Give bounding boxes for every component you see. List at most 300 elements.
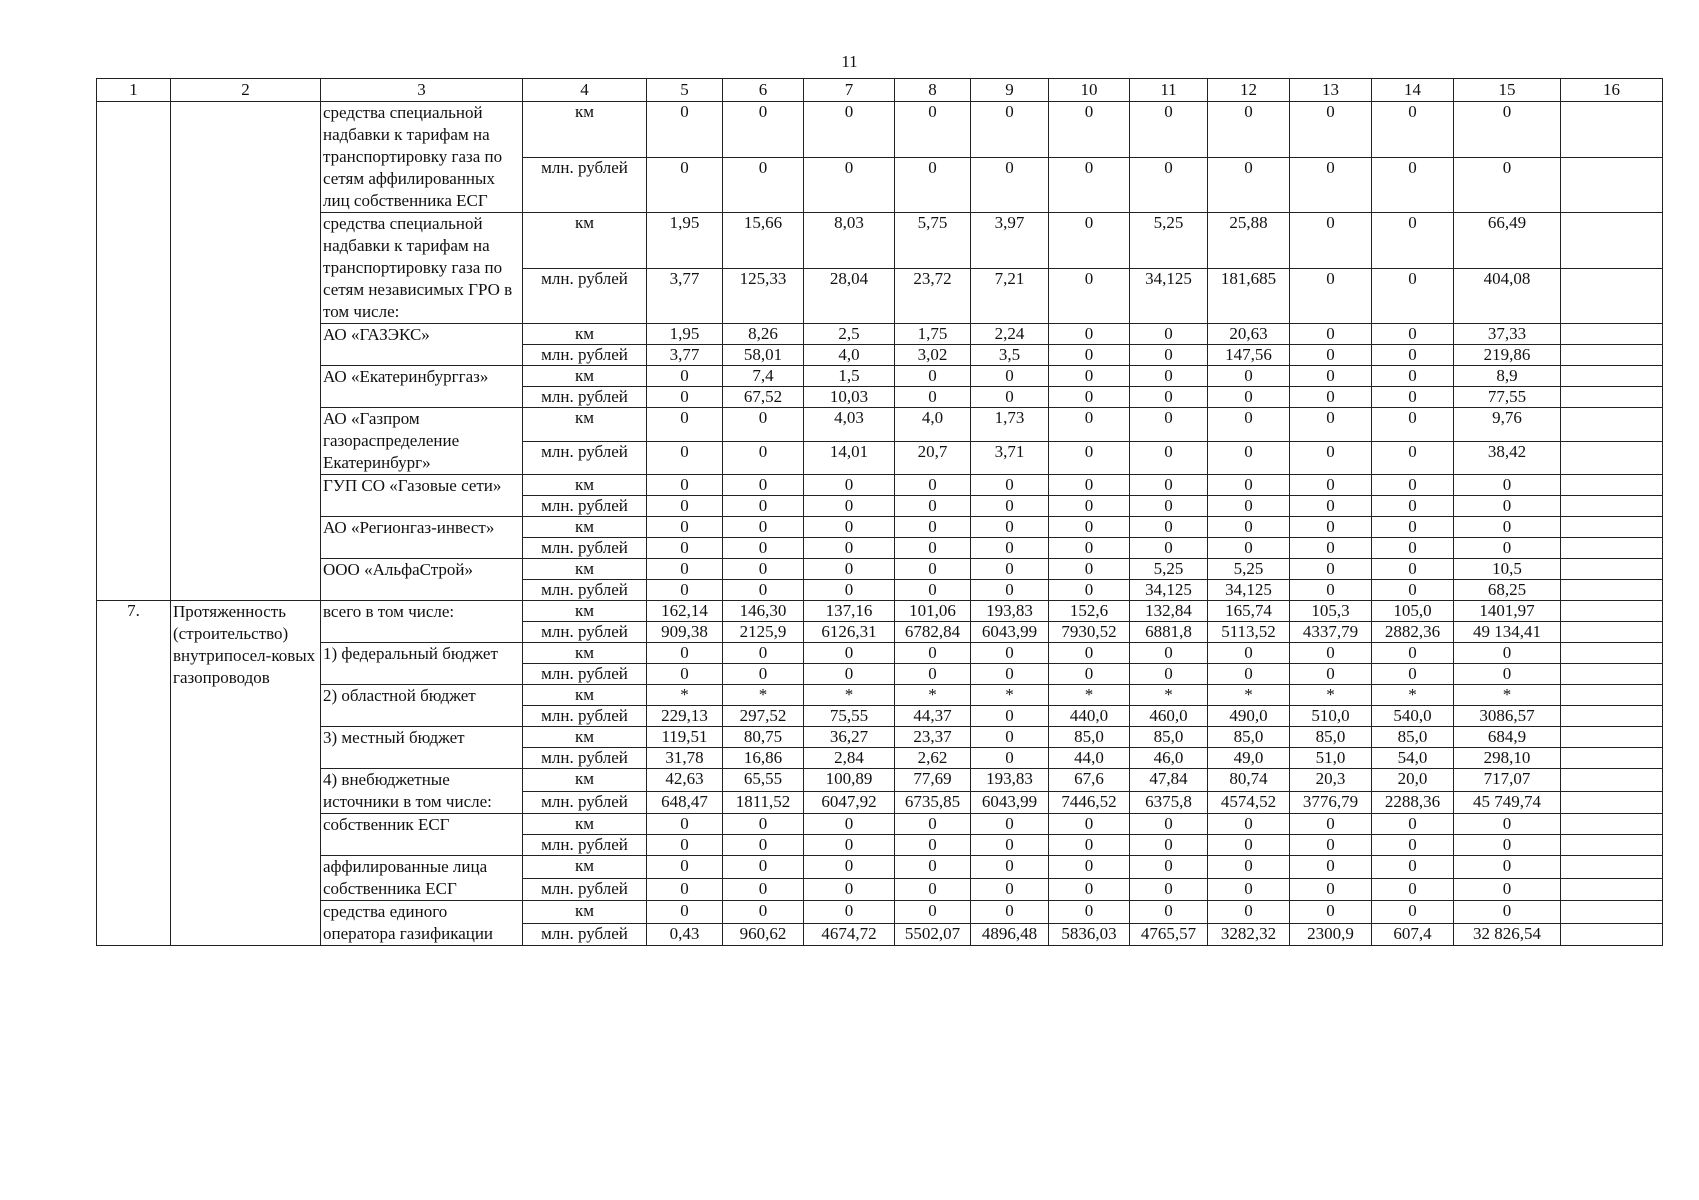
value-cell: 648,47: [647, 791, 723, 814]
value-cell: 36,27: [804, 727, 895, 748]
value-cell: *: [1208, 685, 1290, 706]
value-cell: 7,21: [971, 268, 1049, 324]
value-cell: 0: [804, 901, 895, 924]
value-cell: 5502,07: [895, 923, 971, 946]
value-cell: 0: [1290, 559, 1372, 580]
value-cell: 3,77: [647, 345, 723, 366]
table-row: [97, 559, 1663, 580]
value-cell: 0: [971, 643, 1049, 664]
funding-source-label: всего в том числе:: [321, 601, 523, 643]
row-number-cell: 7.: [97, 601, 171, 946]
value-cell: 14,01: [804, 441, 895, 475]
empty-column-16-cell: [1561, 268, 1663, 324]
value-cell: 2,24: [971, 324, 1049, 345]
value-cell: 0: [1290, 408, 1372, 442]
unit-cell: млн. рублей: [523, 835, 647, 856]
unit-cell: млн. рублей: [523, 538, 647, 559]
value-cell: 0: [971, 559, 1049, 580]
value-cell: 0: [1454, 496, 1561, 517]
value-cell: 0: [1454, 157, 1561, 213]
value-cell: 31,78: [647, 748, 723, 769]
value-cell: 3086,57: [1454, 706, 1561, 727]
value-cell: 0: [1208, 664, 1290, 685]
table-row: [97, 517, 1663, 538]
value-cell: 47,84: [1130, 769, 1208, 792]
value-cell: 540,0: [1372, 706, 1454, 727]
value-cell: 132,84: [1130, 601, 1208, 622]
empty-column-16-cell: [1561, 791, 1663, 814]
unit-cell: млн. рублей: [523, 923, 647, 946]
value-cell: 0: [1372, 102, 1454, 158]
value-cell: 6782,84: [895, 622, 971, 643]
value-cell: 45 749,74: [1454, 791, 1561, 814]
column-number-7: 7: [804, 79, 895, 102]
value-cell: 0: [647, 102, 723, 158]
empty-column-16-cell: [1561, 685, 1663, 706]
column-number-9: 9: [971, 79, 1049, 102]
value-cell: 49,0: [1208, 748, 1290, 769]
value-cell: 0: [1130, 387, 1208, 408]
value-cell: 0: [1049, 538, 1130, 559]
empty-column-16-cell: [1561, 408, 1663, 442]
empty-column-16-cell: [1561, 856, 1663, 879]
value-cell: 0: [1049, 580, 1130, 601]
column-number-1: 1: [97, 79, 171, 102]
empty-column-16-cell: [1561, 901, 1663, 924]
unit-cell: млн. рублей: [523, 622, 647, 643]
value-cell: 147,56: [1208, 345, 1290, 366]
value-cell: 32 826,54: [1454, 923, 1561, 946]
funding-source-label: ГУП СО «Газовые сети»: [321, 475, 523, 517]
value-cell: 0: [1372, 856, 1454, 879]
value-cell: 0: [1049, 345, 1130, 366]
funding-source-label: АО «Екатеринбурггаз»: [321, 366, 523, 408]
unit-cell: км: [523, 102, 647, 158]
value-cell: 0: [1208, 366, 1290, 387]
value-cell: 0: [1372, 213, 1454, 269]
value-cell: 146,30: [723, 601, 804, 622]
value-cell: 0: [1372, 901, 1454, 924]
value-cell: 0: [1372, 878, 1454, 901]
value-cell: 67,52: [723, 387, 804, 408]
value-cell: 4574,52: [1208, 791, 1290, 814]
value-cell: 0: [647, 580, 723, 601]
value-cell: *: [1372, 685, 1454, 706]
column-number-13: 13: [1290, 79, 1372, 102]
value-cell: 0: [971, 475, 1049, 496]
value-cell: 607,4: [1372, 923, 1454, 946]
value-cell: 0: [1130, 664, 1208, 685]
value-cell: 0: [723, 643, 804, 664]
value-cell: 0: [971, 748, 1049, 769]
unit-cell: км: [523, 559, 647, 580]
value-cell: 0: [1049, 643, 1130, 664]
value-cell: 0: [971, 157, 1049, 213]
value-cell: 152,6: [1049, 601, 1130, 622]
value-cell: 0: [1372, 441, 1454, 475]
value-cell: 0: [804, 878, 895, 901]
value-cell: 0: [1049, 408, 1130, 442]
empty-column-16-cell: [1561, 835, 1663, 856]
value-cell: 1,73: [971, 408, 1049, 442]
value-cell: 0: [804, 664, 895, 685]
value-cell: 0: [971, 580, 1049, 601]
table-row: [97, 408, 1663, 442]
empty-column-16-cell: [1561, 878, 1663, 901]
value-cell: 3776,79: [1290, 791, 1372, 814]
value-cell: 10,5: [1454, 559, 1561, 580]
value-cell: 0: [895, 538, 971, 559]
empty-column-16-cell: [1561, 345, 1663, 366]
value-cell: 9,76: [1454, 408, 1561, 442]
empty-column-16-cell: [1561, 441, 1663, 475]
value-cell: 0: [1290, 102, 1372, 158]
value-cell: 66,49: [1454, 213, 1561, 269]
value-cell: 4896,48: [971, 923, 1049, 946]
value-cell: 0: [1454, 901, 1561, 924]
value-cell: 0: [723, 441, 804, 475]
empty-column-16-cell: [1561, 622, 1663, 643]
funding-source-label: 3) местный бюджет: [321, 727, 523, 769]
value-cell: 0: [971, 901, 1049, 924]
value-cell: 0: [1130, 856, 1208, 879]
value-cell: 0: [647, 157, 723, 213]
funding-source-label: средства специальной надбавки к тарифам на транспортировку газа по сетям аффилированных лиц собственника ЕСГ: [321, 102, 523, 213]
value-cell: 0: [723, 408, 804, 442]
value-cell: 0: [1372, 387, 1454, 408]
value-cell: 125,33: [723, 268, 804, 324]
value-cell: 20,0: [1372, 769, 1454, 792]
value-cell: 0: [1372, 268, 1454, 324]
value-cell: 16,86: [723, 748, 804, 769]
value-cell: 0: [1454, 664, 1561, 685]
value-cell: *: [1049, 685, 1130, 706]
value-cell: 85,0: [1290, 727, 1372, 748]
value-cell: 3,77: [647, 268, 723, 324]
value-cell: 0: [647, 408, 723, 442]
value-cell: 85,0: [1130, 727, 1208, 748]
value-cell: 2,84: [804, 748, 895, 769]
value-cell: 105,3: [1290, 601, 1372, 622]
value-cell: 137,16: [804, 601, 895, 622]
value-cell: 0: [1208, 814, 1290, 835]
value-cell: 0: [1208, 408, 1290, 442]
value-cell: 193,83: [971, 769, 1049, 792]
value-cell: 0: [1454, 475, 1561, 496]
value-cell: 5,75: [895, 213, 971, 269]
value-cell: 1,5: [804, 366, 895, 387]
value-cell: 0: [723, 475, 804, 496]
value-cell: 0: [1290, 387, 1372, 408]
value-cell: 34,125: [1208, 580, 1290, 601]
value-cell: 165,74: [1208, 601, 1290, 622]
value-cell: 0: [804, 835, 895, 856]
value-cell: 0: [1372, 496, 1454, 517]
unit-cell: км: [523, 517, 647, 538]
value-cell: 0: [1130, 643, 1208, 664]
value-cell: 5,25: [1130, 559, 1208, 580]
value-cell: 0: [1290, 496, 1372, 517]
value-cell: 0: [895, 496, 971, 517]
value-cell: 7,4: [723, 366, 804, 387]
column-number-11: 11: [1130, 79, 1208, 102]
value-cell: 0: [971, 878, 1049, 901]
table-row: [97, 601, 1663, 622]
funding-source-label: средства специальной надбавки к тарифам на транспортировку газа по сетям независимых ГРО в том числе:: [321, 213, 523, 324]
value-cell: 4,0: [895, 408, 971, 442]
value-cell: 0: [895, 559, 971, 580]
value-cell: 0: [971, 814, 1049, 835]
value-cell: 3,5: [971, 345, 1049, 366]
value-cell: 2,62: [895, 748, 971, 769]
table-row: [97, 901, 1663, 924]
value-cell: 2125,9: [723, 622, 804, 643]
table-row: [97, 814, 1663, 835]
value-cell: 0: [895, 814, 971, 835]
unit-cell: км: [523, 475, 647, 496]
value-cell: 119,51: [647, 727, 723, 748]
value-cell: 1,95: [647, 213, 723, 269]
value-cell: 58,01: [723, 345, 804, 366]
empty-column-16-cell: [1561, 102, 1663, 158]
value-cell: 0: [1130, 901, 1208, 924]
value-cell: 6735,85: [895, 791, 971, 814]
column-number-12: 12: [1208, 79, 1290, 102]
value-cell: 0: [723, 157, 804, 213]
column-number-10: 10: [1049, 79, 1130, 102]
column-number-2: 2: [171, 79, 321, 102]
value-cell: 404,08: [1454, 268, 1561, 324]
value-cell: 0: [1290, 814, 1372, 835]
value-cell: 0: [1372, 517, 1454, 538]
value-cell: 77,55: [1454, 387, 1561, 408]
value-cell: 0: [1208, 856, 1290, 879]
value-cell: *: [804, 685, 895, 706]
value-cell: 8,26: [723, 324, 804, 345]
value-cell: 4674,72: [804, 923, 895, 946]
value-cell: 0: [1372, 835, 1454, 856]
value-cell: 0: [723, 496, 804, 517]
funding-source-label: АО «ГАЗЭКС»: [321, 324, 523, 366]
value-cell: 0: [1290, 856, 1372, 879]
value-cell: 460,0: [1130, 706, 1208, 727]
value-cell: *: [1290, 685, 1372, 706]
value-cell: 0: [1130, 345, 1208, 366]
value-cell: 8,03: [804, 213, 895, 269]
value-cell: 0: [1208, 441, 1290, 475]
value-cell: 0: [1049, 475, 1130, 496]
value-cell: 6043,99: [971, 791, 1049, 814]
value-cell: 0: [1454, 814, 1561, 835]
value-cell: 6375,8: [1130, 791, 1208, 814]
value-cell: 0: [1372, 814, 1454, 835]
funding-source-label: АО «Газпром газораспределение Екатеринбург»: [321, 408, 523, 475]
value-cell: 219,86: [1454, 345, 1561, 366]
value-cell: 0: [804, 538, 895, 559]
value-cell: *: [971, 685, 1049, 706]
value-cell: 0: [1130, 157, 1208, 213]
value-cell: 4337,79: [1290, 622, 1372, 643]
value-cell: 0: [1454, 102, 1561, 158]
column-number-8: 8: [895, 79, 971, 102]
value-cell: 0: [1049, 387, 1130, 408]
value-cell: 0: [804, 517, 895, 538]
value-cell: 0: [804, 475, 895, 496]
value-cell: 0: [1208, 496, 1290, 517]
value-cell: 54,0: [1372, 748, 1454, 769]
value-cell: 0: [1049, 213, 1130, 269]
empty-column-16-cell: [1561, 580, 1663, 601]
value-cell: 0: [1290, 345, 1372, 366]
value-cell: 0: [647, 643, 723, 664]
column-number-15: 15: [1454, 79, 1561, 102]
unit-cell: млн. рублей: [523, 441, 647, 475]
unit-cell: км: [523, 769, 647, 792]
value-cell: 0: [647, 559, 723, 580]
value-cell: 6047,92: [804, 791, 895, 814]
empty-column-16-cell: [1561, 727, 1663, 748]
value-cell: 3,71: [971, 441, 1049, 475]
funding-source-label: 4) внебюджетные источники в том числе:: [321, 769, 523, 814]
value-cell: 0: [1290, 475, 1372, 496]
value-cell: 0: [1049, 102, 1130, 158]
value-cell: 20,7: [895, 441, 971, 475]
value-cell: 5,25: [1208, 559, 1290, 580]
value-cell: 2,5: [804, 324, 895, 345]
value-cell: 193,83: [971, 601, 1049, 622]
value-cell: 0: [1208, 901, 1290, 924]
value-cell: 960,62: [723, 923, 804, 946]
value-cell: 0: [1049, 366, 1130, 387]
value-cell: 8,9: [1454, 366, 1561, 387]
value-cell: 0: [804, 814, 895, 835]
row-number-cell: [97, 102, 171, 601]
value-cell: 0: [1208, 878, 1290, 901]
column-number-14: 14: [1372, 79, 1454, 102]
value-cell: 0: [1208, 517, 1290, 538]
value-cell: 49 134,41: [1454, 622, 1561, 643]
value-cell: 0: [895, 475, 971, 496]
value-cell: 28,04: [804, 268, 895, 324]
value-cell: 0: [1454, 878, 1561, 901]
value-cell: 162,14: [647, 601, 723, 622]
table-row: [97, 213, 1663, 269]
value-cell: 0: [895, 102, 971, 158]
table-row: [97, 643, 1663, 664]
empty-column-16-cell: [1561, 814, 1663, 835]
value-cell: 0: [1130, 538, 1208, 559]
value-cell: 0: [1372, 324, 1454, 345]
column-number-6: 6: [723, 79, 804, 102]
value-cell: 0: [1049, 814, 1130, 835]
value-cell: 0: [804, 157, 895, 213]
value-cell: 67,6: [1049, 769, 1130, 792]
value-cell: 23,37: [895, 727, 971, 748]
value-cell: 0: [1130, 496, 1208, 517]
value-cell: 0: [1208, 835, 1290, 856]
empty-column-16-cell: [1561, 643, 1663, 664]
value-cell: *: [647, 685, 723, 706]
value-cell: 37,33: [1454, 324, 1561, 345]
value-cell: 1,75: [895, 324, 971, 345]
empty-column-16-cell: [1561, 748, 1663, 769]
value-cell: 3,02: [895, 345, 971, 366]
value-cell: 0: [647, 856, 723, 879]
value-cell: 0: [1130, 835, 1208, 856]
value-cell: 0: [723, 901, 804, 924]
unit-cell: млн. рублей: [523, 748, 647, 769]
value-cell: 0: [1208, 475, 1290, 496]
value-cell: 0: [1049, 268, 1130, 324]
value-cell: 510,0: [1290, 706, 1372, 727]
value-cell: 2288,36: [1372, 791, 1454, 814]
value-cell: 4,0: [804, 345, 895, 366]
value-cell: 0: [895, 580, 971, 601]
value-cell: 7930,52: [1049, 622, 1130, 643]
value-cell: 0: [804, 496, 895, 517]
funding-source-label: аффилированные лица собственника ЕСГ: [321, 856, 523, 901]
value-cell: 0: [1290, 538, 1372, 559]
table-row: [97, 685, 1663, 706]
empty-column-16-cell: [1561, 517, 1663, 538]
value-cell: 34,125: [1130, 580, 1208, 601]
value-cell: 0: [1130, 102, 1208, 158]
empty-column-16-cell: [1561, 923, 1663, 946]
value-cell: 0: [1454, 835, 1561, 856]
value-cell: 0: [647, 475, 723, 496]
value-cell: 2882,36: [1372, 622, 1454, 643]
value-cell: 0: [1454, 856, 1561, 879]
table-row: [97, 102, 1663, 158]
value-cell: 0: [1049, 441, 1130, 475]
value-cell: 80,74: [1208, 769, 1290, 792]
value-cell: 0: [1290, 901, 1372, 924]
funding-source-label: собственник ЕСГ: [321, 814, 523, 856]
value-cell: 0: [1130, 814, 1208, 835]
unit-cell: млн. рублей: [523, 268, 647, 324]
value-cell: 0: [1372, 366, 1454, 387]
value-cell: 0: [1130, 324, 1208, 345]
value-cell: 10,03: [804, 387, 895, 408]
unit-cell: км: [523, 727, 647, 748]
value-cell: 80,75: [723, 727, 804, 748]
value-cell: 65,55: [723, 769, 804, 792]
unit-cell: млн. рублей: [523, 580, 647, 601]
value-cell: 25,88: [1208, 213, 1290, 269]
value-cell: 0: [1130, 366, 1208, 387]
value-cell: 0: [1290, 441, 1372, 475]
value-cell: 0: [723, 538, 804, 559]
unit-cell: км: [523, 901, 647, 924]
column-number-16: 16: [1561, 79, 1663, 102]
value-cell: 0: [647, 538, 723, 559]
value-cell: 0: [1290, 268, 1372, 324]
value-cell: 229,13: [647, 706, 723, 727]
value-cell: 0: [895, 901, 971, 924]
value-cell: 0: [804, 559, 895, 580]
value-cell: 20,3: [1290, 769, 1372, 792]
value-cell: 909,38: [647, 622, 723, 643]
value-cell: 3,97: [971, 213, 1049, 269]
value-cell: 0: [1208, 102, 1290, 158]
value-cell: 1401,97: [1454, 601, 1561, 622]
value-cell: 0: [1049, 517, 1130, 538]
unit-cell: млн. рублей: [523, 706, 647, 727]
value-cell: 0: [1130, 475, 1208, 496]
table-row: [97, 324, 1663, 345]
value-cell: 0: [1049, 496, 1130, 517]
value-cell: 101,06: [895, 601, 971, 622]
